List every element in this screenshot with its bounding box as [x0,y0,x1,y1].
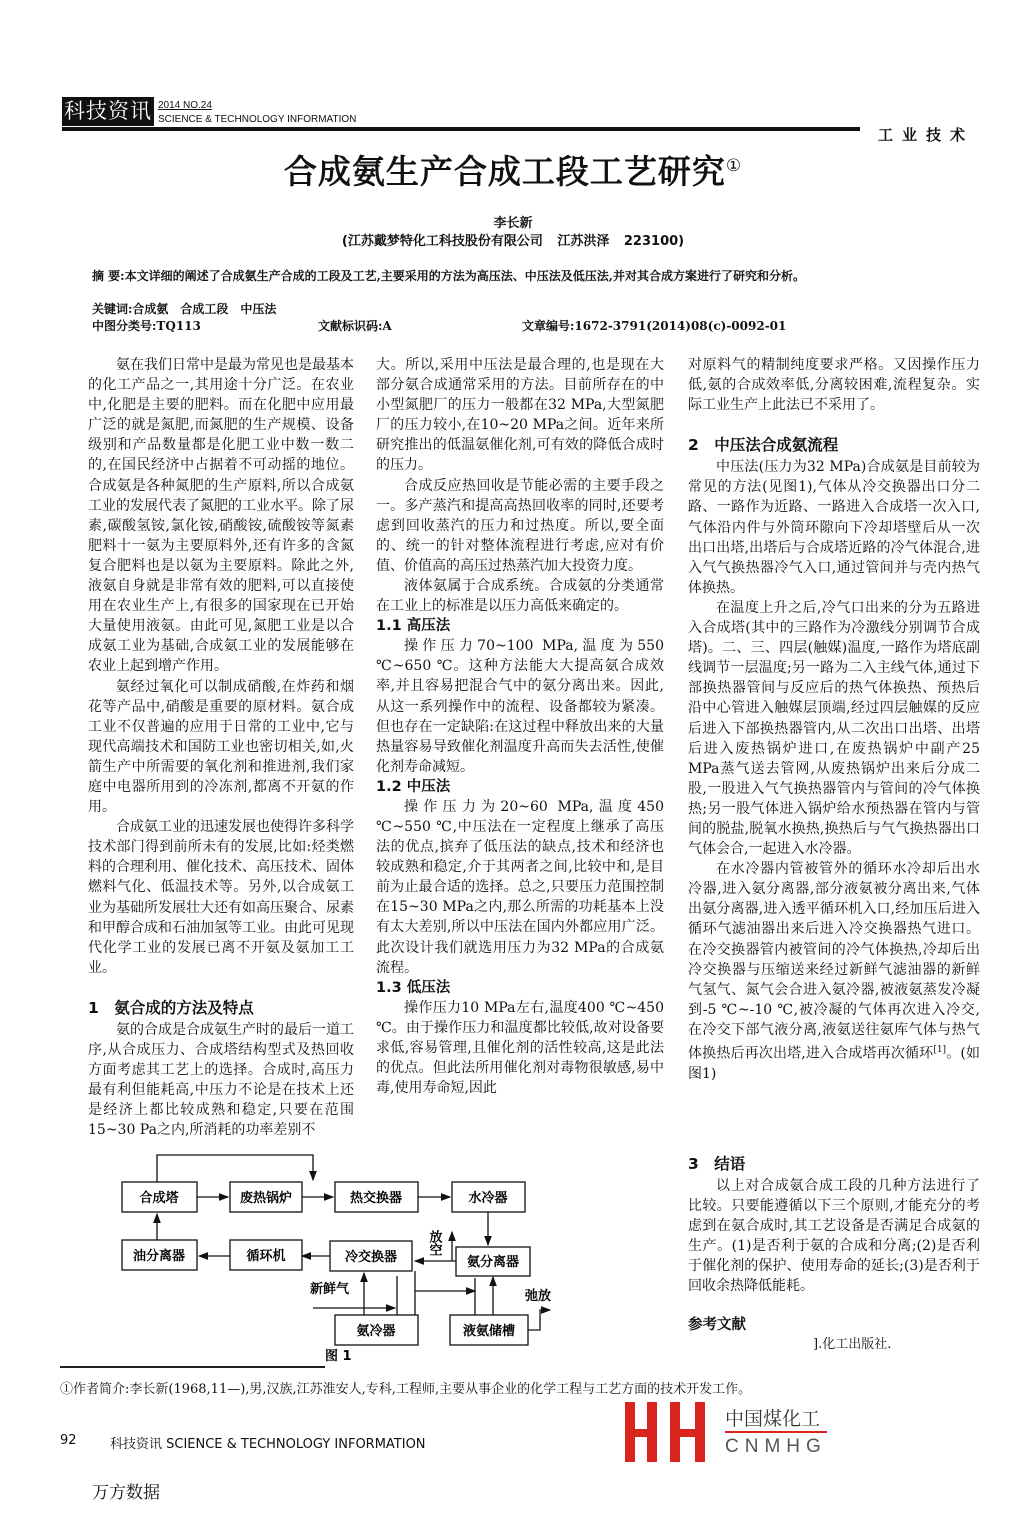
paragraph: 液体氨属于合成系统。合成氨的分类通常在工业上的标准是以压力高低来确定的。 [376,578,664,615]
title-footnote-mark: ① [725,156,743,176]
page-number: 92 [60,1433,77,1448]
affiliation: (江苏戴梦特化工科技股份有限公司 江苏洪泽 223100) [341,234,685,249]
column-3 [688,355,980,1084]
purge-label: 弛放 [525,1289,552,1304]
section-tag: 工业技术 [878,126,975,144]
watermark-line [725,1431,827,1433]
paragraph: 大。所以,采用中压法是最合理的,也是现在大部分氨合成通常采用的方法。目前所存在的中小型氮肥厂的压力一般都在32 MPa,大型氮肥厂的压力较小,在10~20 MPa之间。近年来所研究推出的低温氨催化剂,可有效的降低合成时的压力。 [376,357,664,474]
cnmhg-watermark-logo [625,1402,955,1466]
paragraph-text: 在水冷器内管被管外的循环水冷却后出水冷器,进入氨分离器,部分液氨被分离出来,气体出氨分离器,进入透平循环机入口,经加压后进入循环气滤油器出来后进入冷交换器热气进口。在冷交换器管内被管间的冷气体换热,冷却后出冷交换器与压缩送来经过新鲜气滤油器的新鲜气氢气、氮气会合进入氨冷器,被液氨蒸发冷凝到-5 ℃~-10 ℃,被冷凝的气体再次进入冷交,在冷交下部气液分离,液氨送往氨库气体与热气体换热后再次出塔,进入合成塔再次循环 [688,861,980,1062]
section-heading-1: 1 氨合成的方法及特点 [88,998,254,1017]
subsection-heading: 1.3 低压法 [376,979,451,996]
author-footnote: ①作者简介:李长新(1968,11—),男,汉族,江苏淮安人,专科,工程师,主要从事企业的化学工程与工艺方面的技术开发工作。 [60,1382,752,1397]
node-label: 冷交换器 [344,1250,398,1265]
paragraph: 以上对合成氨合成工段的几种方法进行了比较。只要能遵循以下三个原则,才能充分的考虑到在氨合成时,其工艺设备是否满足合成氨的生产。(1)是否利于氨的合成和分离;(2)是否利于催化剂的保护、使用寿命的延长;(3)是否利于回收余热降低能耗。 [688,1178,980,1295]
footnote-rule [60,1366,325,1368]
paragraph: 操作压力10 MPa左右,温度400 ℃~450 ℃。由于操作压力和温度都比较低,故对设备要求低,容易管理,且催化剂的活性较高,这是此法的优点。但此法所用催化剂对毒物很敏感,易中毒,使用寿命短,因此 [376,999,664,1097]
node-label: 热交换器 [349,1191,403,1206]
paragraph: 中压法(压力为32 MPa)合成氨是目前较为常见的方法(见图1),气体从冷交换器出口分二路、一路作为近路、一路进入合成塔一次入口,气体沿内件与外筒环隙向下冷却塔壁后从一次出口出塔,出塔后与合成塔近路的冷气体混合,进入气气换热器冷气入口,通过管间并与壳内热气体换热。 [688,459,980,596]
paragraph: 氨在我们日常中是最为常见也是最基本的化工产品之一,其用途十分广泛。在农业中,化肥是主要的肥料。而在化肥中应用最广泛的就是氮肥,而氮肥的生产规模、设备级别和产品数量都是化肥工业中数一数二的,在国民经济中占据着不可动摇的地位。合成氨是各种氮肥的生产原料,所以合成氨工业的发展代表了氮肥的工业水平。除了尿素,碳酸氢铵,氯化铵,硝酸铵,硫酸铵等氮素肥料十一氨为主要原料外,还有许多的含氮复合肥料也是以氨为主要原料。除此之外,液氨自身就是非常有效的肥料,可以直接使用在农业生产上,有很多的国家现在已开始大量使用液氨。由此可见,氮肥工业是以合成氨工业为基础,合成氨工业的发展能够在农业上起到增产作用。 [88,357,354,675]
node-label: 氨分离器 [466,1255,520,1270]
journal-name-en: SCIENCE & TECHNOLOGY INFORMATION [158,114,357,125]
node-label: 液氨储槽 [462,1324,516,1339]
article-title [0,146,1026,193]
paragraph: 氨的合成是合成氨生产时的最后一道工序,从合成压力、合成塔结构型式及热回收方面考虑其工艺上的选择。合成时,高压力最有利但能耗高,中压力不论是在技术上还是经济上都比较成熟和稳定,只要在范围15~30 Pa之内,所消耗的功率差别不 [88,1021,354,1139]
vent-label: 放空 [426,1230,442,1256]
paragraph: 合成反应热回收是节能必需的主要手段之一。多产蒸汽和提高高热回收率的同时,还要考虑到回收蒸汽的压力和过热度。所以,要全面的、统一的针对整体流程进行考虑,应对有价值、价值高的高压过热蒸汽加大投资力度。 [376,477,664,574]
header-rule [62,127,860,131]
column-3-lower [688,1152,980,1355]
source-watermark: 万方数据 [92,1483,160,1503]
references-heading: 参考文献 [688,1316,746,1333]
watermark-cn: 中国煤化工 [725,1408,821,1430]
article-number: 文章编号:1672-3791(2014)08(c)-0092-01 [522,319,787,333]
paragraph: 合成氨工业的迅速发展也使得许多科学技术部门得到前所未有的发展,比如:烃类燃料的合理利用、催化技术、高压技术、固体燃料气化、低温技术等。另外,以合成氨工业为基础所发展壮大还有如高压聚合、尿素和甲醇合成和石油加氢等工业。由此可见现代化学工业的发展已离不开氨及氨加工工业。 [88,819,354,976]
issue-number: 2014 NO.24 [158,100,212,111]
process-flow-diagram [60,1140,620,1370]
column-2 [376,355,664,1098]
author: 李长新 [493,216,533,231]
node-label: 合成塔 [139,1191,179,1206]
section-heading-3: 3 结语 [688,1155,746,1173]
title-text: 合成氨生产合成工段工艺研究 [283,152,726,191]
column-1 [88,355,354,1140]
clc-number: 中图分类号:TQ113 [92,319,201,333]
paragraph-tail: 。(如图1) [688,1045,980,1082]
subsection-heading: 1.1 高压法 [376,618,451,635]
document-code: 文献标识码:A [318,319,392,333]
paragraph: 操作压力70~100 MPa,温度为550 ℃~650 ℃。这种方法能大大提高氨合成效率,并且容易把混合气中的氨分离出来。因此,从这一系列操作中的流程、设备都较为紧凑。但也存在一定缺陷:在这过程中释放出来的大量热量容易导致催化剂温度升高而失去活性,使催化剂寿命减短。 [376,638,664,775]
section-heading-2: 2 中压法合成氨流程 [688,436,839,455]
node-label: 氨冷器 [356,1324,396,1339]
paragraph: 操作压力为20~60 MPa,温度450 ℃~550 ℃,中压法在一定程度上继承了高压法的优点,摈弃了低压法的缺点,技术和经济也较成熟和稳定,介于其两者之间,比较中和,是目前为止最合适的选择。总之,只要压力范围控制在15~30 MPa之内,那么所需的功耗基本上没有太大差别,所以中压法在国内外都应用广泛。此次设计我们就选用压力为32 MPa的合成氨流程。 [376,798,664,976]
keywords: 关键词:合成氨 合成工段 中压法 [92,302,277,316]
paragraph: 对原料气的精制纯度要求严格。又因操作压力低,氨的合成效率低,分离较困难,流程复杂。实际工业生产上此法已不采用了。 [688,357,980,414]
node-label: 油分离器 [132,1249,186,1264]
watermark-en: CNMHG [725,1436,827,1457]
footer-journal: 科技资讯 SCIENCE & TECHNOLOGY INFORMATION [110,1437,426,1452]
journal-logo: 科技资讯 [62,97,154,126]
abstract: 摘 要:本文详细的阐述了合成氨生产合成的工段及工艺,主要采用的方法为高压法、中压法及低压法,并对其合成方案进行了研究和分析。 [92,269,805,283]
fresh-gas-label: 新鲜气 [310,1282,350,1297]
figure-caption: 图 1 [325,1349,352,1364]
node-label: 水冷器 [468,1191,508,1206]
subsection-heading: 1.2 中压法 [376,778,451,795]
node-label: 循环机 [246,1249,286,1264]
paragraph [688,859,980,1084]
paragraph: 氨经过氧化可以制成硝酸,在炸药和烟花等产品中,硝酸是重要的原材料。氨合成工业不仅普遍的应用于日常的工业中,它与现代高端技术和国防工业也密切相关,如,火箭生产中所需要的氧化剂和推进剂,我们家庭中电器所用到的冷冻剂,都离不开氨的作用。 [88,678,354,816]
reference-item: ].化工出版社. [813,1336,892,1352]
node-label: 废热锅炉 [239,1191,293,1206]
paragraph: 在温度上升之后,冷气口出来的分为五路进入合成塔(其中的三路作为冷激线分别调节合成塔)。二、三、四层(触媒)温度,一路作为塔底副线调节一层温度;另一路为二入主线气体,通过下部换热器管间与反应后的热气体换热、预热后沿中心管进入触媒层顶端,经过四层触媒的反应后进入下部换热器管内,从二次出口出塔、出塔后进入废热锅炉进口,在废热锅炉中副产25 MPa蒸气送去管网,从废热锅炉出来后分成二股,一股进入气气换热器管内与管间的冷气体换热;另一股气体进入锅炉给水预热器在管内与管间的脱盐,脱氧水换热,换热后与气气换热器出口气体会合,一起进入水冷器。 [688,599,980,858]
citation-ref[interactable]: [1] [933,1045,947,1055]
